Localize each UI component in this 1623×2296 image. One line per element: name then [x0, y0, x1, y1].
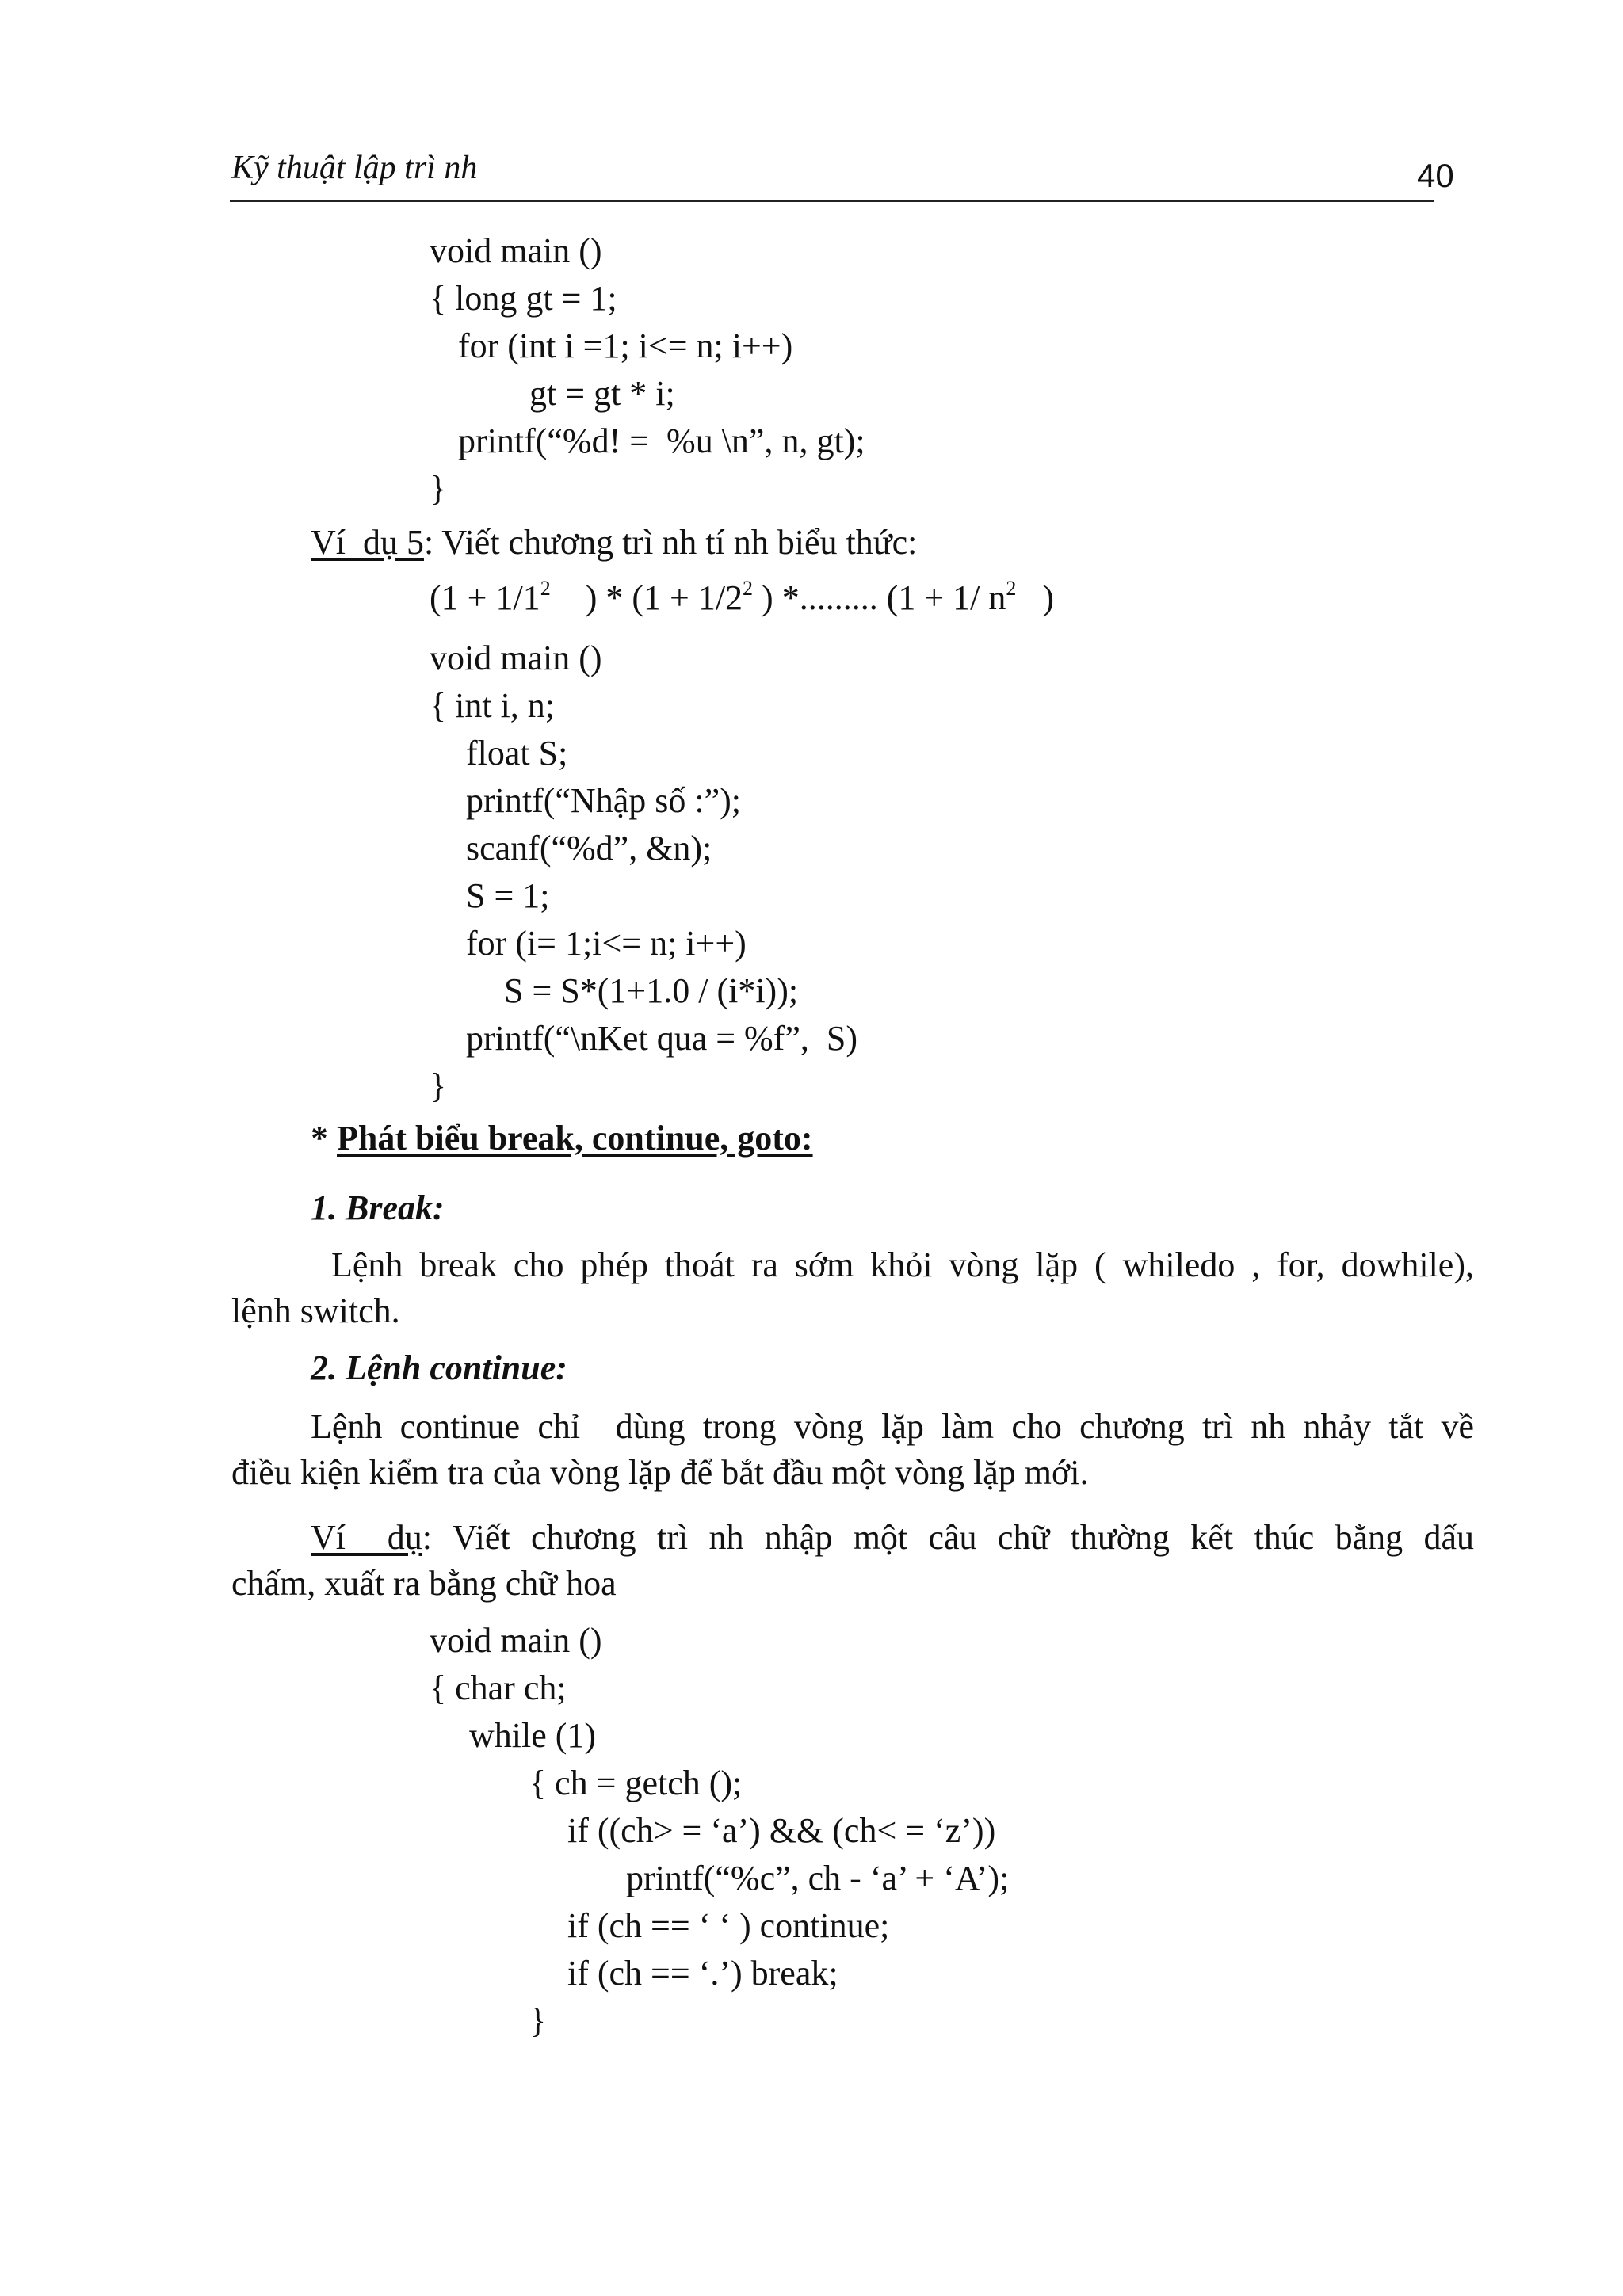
break-heading: 1. Break:	[311, 1188, 445, 1227]
code-line: if (ch == ‘ ‘ ) continue;	[567, 1906, 890, 1945]
code-line: S = S*(1+1.0 / (i*i));	[504, 971, 799, 1010]
page-number: 40	[1417, 157, 1454, 194]
code-line: printf(“Nhập số :”);	[466, 781, 741, 820]
code-line: { ch = getch ();	[529, 1764, 743, 1802]
example-continue-line-2: chấm, xuất ra bằng chữ hoa	[231, 1564, 617, 1603]
example-continue-text: : Viết chương trì nh nhập một câu chữ thường kết thúc bằng dấu	[422, 1518, 1474, 1557]
formula-part: (1 + 1/1	[430, 578, 540, 617]
code-line: if ((ch> = ‘a’) && (ch< = ‘z’))	[567, 1811, 996, 1850]
example-5-text: : Viết chương trì nh tí nh biểu thức:	[424, 523, 918, 562]
code-line: gt = gt * i;	[529, 374, 675, 413]
example-continue-label: Ví dụ	[311, 1518, 422, 1557]
formula-part: ) * (1 + 1/2	[585, 578, 743, 617]
code-line: while (1)	[469, 1716, 597, 1755]
code-line: }	[529, 2001, 547, 2040]
section-title: Phát biểu break, continue, goto:	[337, 1119, 813, 1158]
break-text-line-2: lệnh switch.	[231, 1291, 400, 1330]
formula-exponent: 2	[743, 577, 754, 600]
continue-text-line-2: điều kiện kiểm tra của vòng lặp để bắt đầu một vòng lặp mới.	[231, 1453, 1089, 1492]
code-line: { long gt = 1;	[430, 279, 617, 318]
example-5-line	[311, 523, 917, 563]
formula-part: )	[1042, 578, 1055, 617]
code-line: if (ch == ‘.’) break;	[567, 1954, 838, 1993]
code-line: { int i, n;	[430, 686, 556, 725]
code-line: printf(“%c”, ch - ‘a’ + ‘A’);	[626, 1859, 1010, 1897]
break-text-line-1: Lệnh break cho phép thoát ra sớm khỏi vòng lặp ( whiledo , for, dowhile),	[331, 1245, 1474, 1284]
code-line: S = 1;	[466, 876, 550, 915]
code-line: printf(“%d! = %u \n”, n, gt);	[458, 421, 865, 460]
code-line: void main ()	[430, 639, 602, 677]
code-line: void main ()	[430, 231, 602, 270]
section-star: *	[311, 1119, 337, 1158]
continue-text-line-1: Lệnh continue chỉ dùng trong vòng lặp làm cho chương trì nh nhảy tắt về	[311, 1407, 1474, 1446]
header-rule	[230, 200, 1434, 202]
code-line: for (int i =1; i<= n; i++)	[458, 326, 793, 365]
code-line: }	[430, 1066, 447, 1105]
code-line: }	[430, 469, 447, 508]
code-line: void main ()	[430, 1621, 602, 1660]
example-5-label: Ví dụ 5	[311, 523, 424, 562]
code-line: scanf(“%d”, &n);	[466, 829, 712, 868]
code-line: printf(“\nKet qua = %f”, S)	[466, 1019, 857, 1058]
code-line: for (i= 1;i<= n; i++)	[466, 924, 747, 963]
example-continue-line-1	[311, 1518, 1474, 1558]
code-line: { char ch;	[430, 1669, 567, 1707]
section-heading	[311, 1119, 813, 1159]
continue-heading: 2. Lệnh continue:	[311, 1348, 567, 1387]
header-title: Kỹ thuật lập trì nh	[231, 150, 478, 186]
formula-exponent: 2	[540, 577, 551, 600]
formula	[430, 578, 1054, 619]
formula-exponent: 2	[1006, 577, 1017, 600]
code-line: float S;	[466, 734, 568, 772]
formula-part: ) *......... (1 + 1/ n	[762, 578, 1006, 617]
